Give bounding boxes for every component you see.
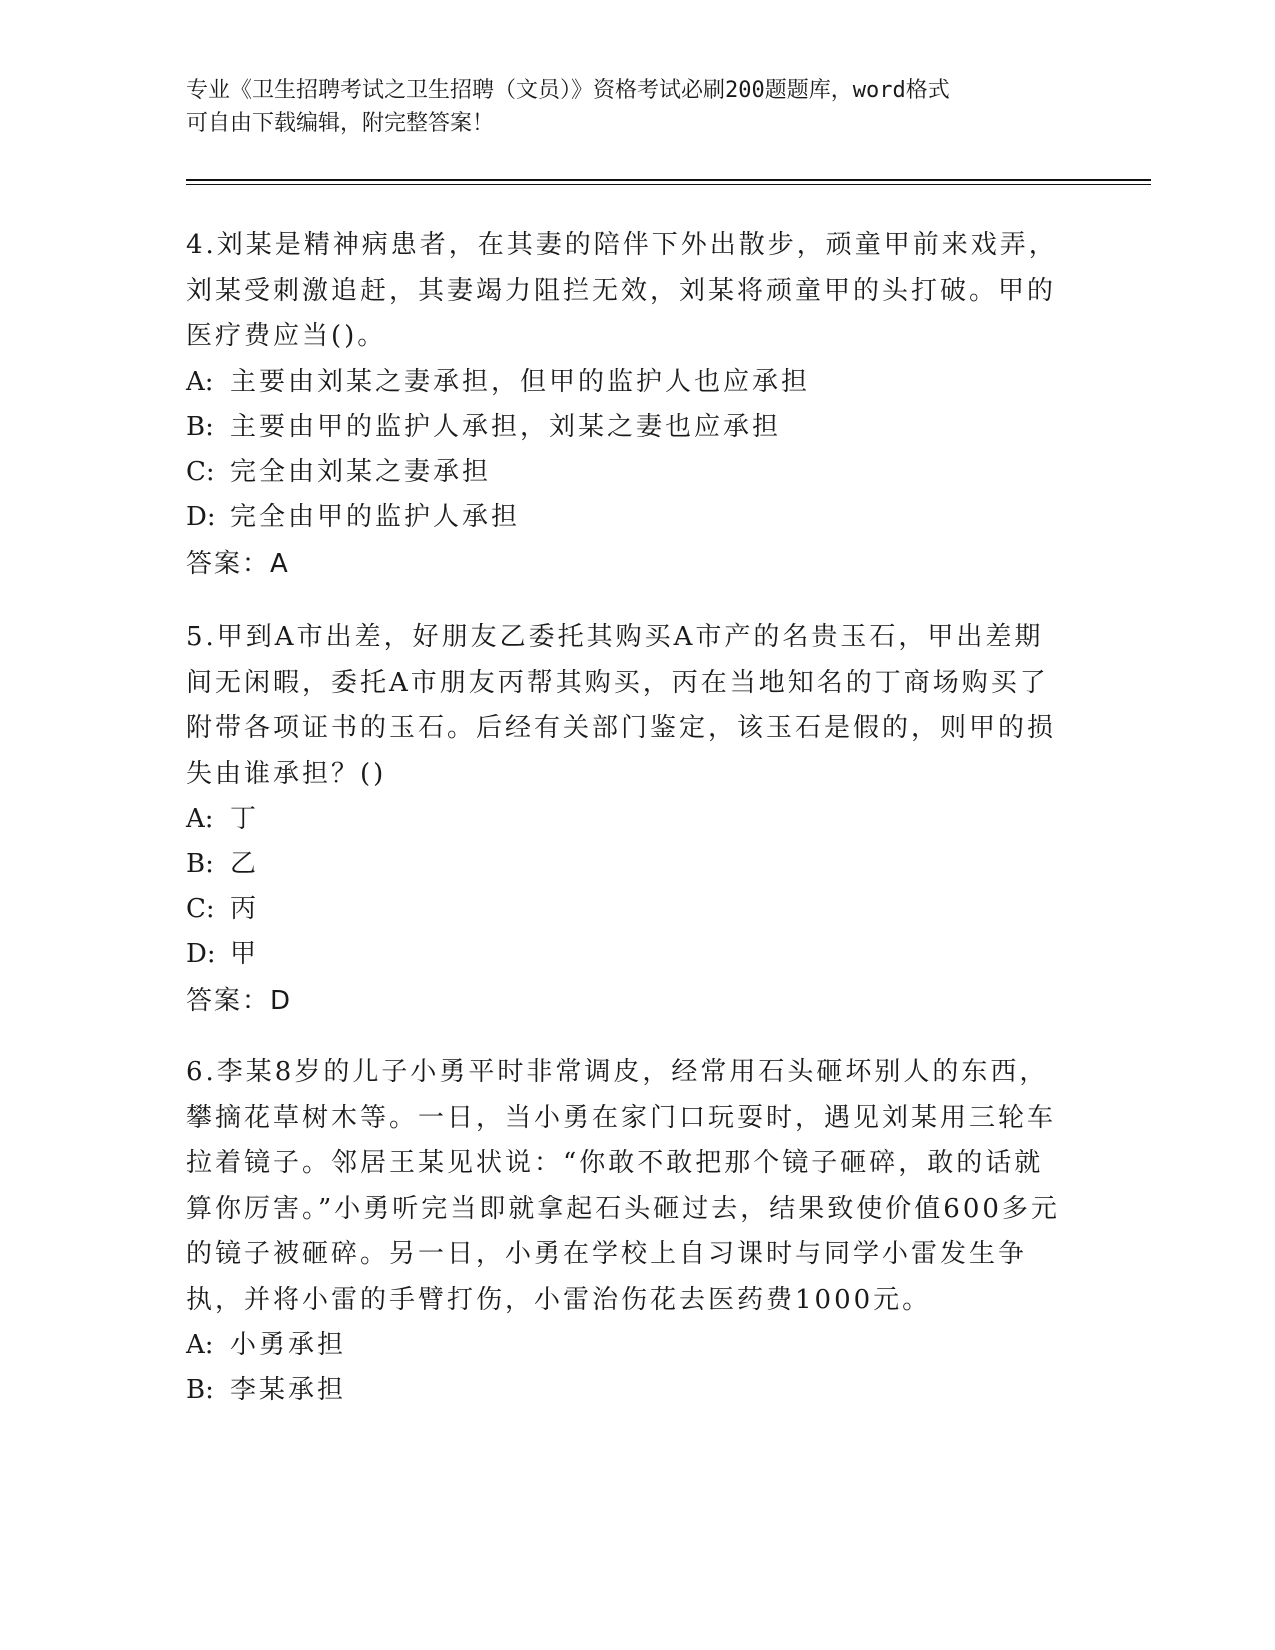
question-4 [186,223,1066,587]
option-b [186,1368,1066,1413]
option-c [186,887,1066,932]
answer-label: 答案：D [186,986,293,1016]
option-b [186,842,1066,887]
option-text: 甲 [230,939,260,969]
option-key: C: [186,456,215,487]
option-text: 李某承担 [230,1375,347,1405]
option-text: 完全由甲的监护人承担 [230,501,521,532]
option-key: B: [186,849,214,879]
option-key: D: [186,501,216,532]
question-stem: 4.刘某是精神病患者，在其妻的陪伴下外出散步，顽童甲前来戏弄，刘某受刺激追赶，其妻竭力阻拦无效，刘某将顽童甲的头打破。甲的医疗费应当()。 [186,230,1058,351]
option-a [186,1323,1066,1368]
option-text: 丙 [230,894,260,924]
header-divider-thick [186,179,1151,181]
option-c [186,450,1066,495]
option-d [186,495,1066,540]
answer-label: 答案：A [186,548,290,579]
option-key: A: [186,804,214,834]
header-divider-thin [186,184,1151,185]
header-line-1: 专业《卫生招聘考试之卫生招聘（文员）》资格考试必刷200题题库，word格式 [186,78,950,103]
option-text: 主要由甲的监护人承担，刘某之妻也应承担 [230,411,782,442]
option-a [186,797,1066,842]
option-text: 乙 [230,849,260,879]
option-text: 小勇承担 [230,1330,347,1360]
option-b [186,405,1066,450]
option-text: 丁 [230,804,260,834]
question-stem: 6.李某8岁的儿子小勇平时非常调皮，经常用石头砸坏别人的东西，攀摘花草树木等。一日，当小勇在家门口玩耍时，遇见刘某用三轮车拉着镜子。邻居王某见状说：“你敢不敢把那个镜子砸碎，敢的话就算你厉害。”小勇听完当即就拿起石头砸过去，结果致使价值600多元的镜子被砸碎。另一日，小勇在学校上自习课时与同学小雷发生争执，并将小雷的手臂打伤，小雷治伤花去医药费1000元。 [186,1057,1060,1315]
option-key: A: [186,366,214,397]
question-5 [186,615,1066,1024]
option-text: 完全由刘某之妻承担 [230,456,492,487]
option-d [186,932,1066,977]
option-text: 主要由刘某之妻承担，但甲的监护人也应承担 [230,366,811,397]
question-6 [186,1050,1066,1413]
header-line-2: 可自由下载编辑，附完整答案！ [186,111,495,136]
option-key: B: [186,1375,214,1405]
option-key: B: [186,411,214,442]
option-key: C: [186,894,215,924]
question-stem: 5.甲到A市出差，好朋友乙委托其购买A市产的名贵玉石，甲出差期间无闲暇，委托A市朋友丙帮其购买，丙在当地知名的丁商场购买了附带各项证书的玉石。后经有关部门鉴定，该玉石是假的，则甲的损失由谁承担？() [186,622,1057,789]
option-key: A: [186,1330,214,1360]
option-a [186,360,1066,405]
document-header [186,74,1066,140]
option-key: D: [186,939,216,969]
